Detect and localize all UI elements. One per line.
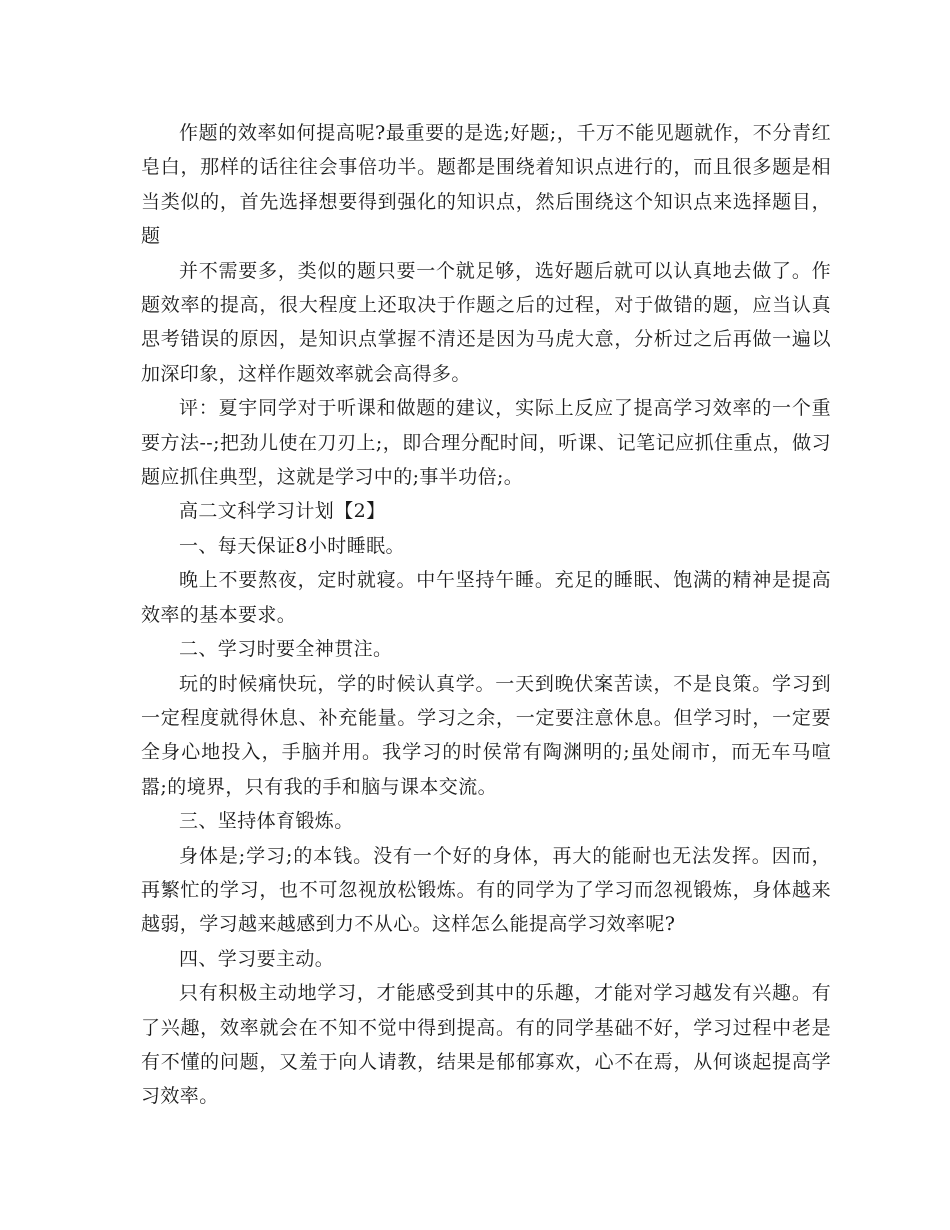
paragraph-initiative: 只有积极主动地学习，才能感受到其中的乐趣，才能对学习越发有兴趣。有了兴趣，效率就会在不知不觉中得到提高。有的同学基础不好，学习过程中老是有不懂的问题，又羞于向人请教，结果是郁郁寡欢，心不在焉，从何谈起提高学习效率。	[141, 982, 831, 1108]
section-heading-study-plan: 高二文科学习计划【2】	[179, 500, 386, 523]
item-heading-focus: 二、学习时要全神贯注。	[179, 638, 393, 661]
paragraph-comment: 评：夏宇同学对于听课和做题的建议，实际上反应了提高学习效率的一个重要方法--;把劲儿使在刀刃上;，即合理分配时间，听课、记笔记应抓住重点，做习题应抓住典型，这就是学习中的;事半功倍;。	[141, 397, 831, 489]
paragraph-exercise: 身体是;学习;的本钱。没有一个好的身体，再大的能耐也无法发挥。因而，再繁忙的学习，也不可忽视放松锻炼。有的同学为了学习而忽视锻炼，身体越来越弱，学习越来越感到力不从心。这样怎么能提高学习效率呢?	[141, 844, 831, 936]
paragraph-efficiency-choose-problems: 作题的效率如何提高呢?最重要的是选;好题;，千万不能见题就作，不分青红皂白，那样的话往往会事倍功半。题都是围绕着知识点进行的，而且很多题是相当类似的，首先选择想要得到强化的知识点，然后围绕这个知识点来选择题目，题	[141, 122, 831, 248]
item-heading-sleep: 一、每天保证8小时睡眠。	[179, 534, 405, 557]
item-heading-initiative: 四、学习要主动。	[179, 947, 335, 970]
paragraph-efficiency-review-errors: 并不需要多，类似的题只要一个就足够，选好题后就可以认真地去做了。作题效率的提高，很大程度上还取决于作题之后的过程，对于做错的题，应当认真思考错误的原因，是知识点掌握不清还是因为马虎大意，分析过之后再做一遍以加深印象，这样作题效率就会高得多。	[141, 259, 831, 385]
paragraph-focus: 玩的时候痛快玩，学的时候认真学。一天到晚伏案苦读，不是良策。学习到一定程度就得休息、补充能量。学习之余，一定要注意休息。但学习时，一定要全身心地投入，手脑并用。我学习的时侯常有陶渊明的;虽处闹市，而无车马喧嚣;的境界，只有我的手和脑与课本交流。	[141, 672, 831, 798]
paragraph-sleep: 晚上不要熬夜，定时就寝。中午坚持午睡。充足的睡眠、饱满的精神是提高效率的基本要求。	[141, 569, 831, 626]
item-heading-exercise: 三、坚持体育锻炼。	[179, 810, 354, 833]
document-body	[141, 116, 831, 1114]
